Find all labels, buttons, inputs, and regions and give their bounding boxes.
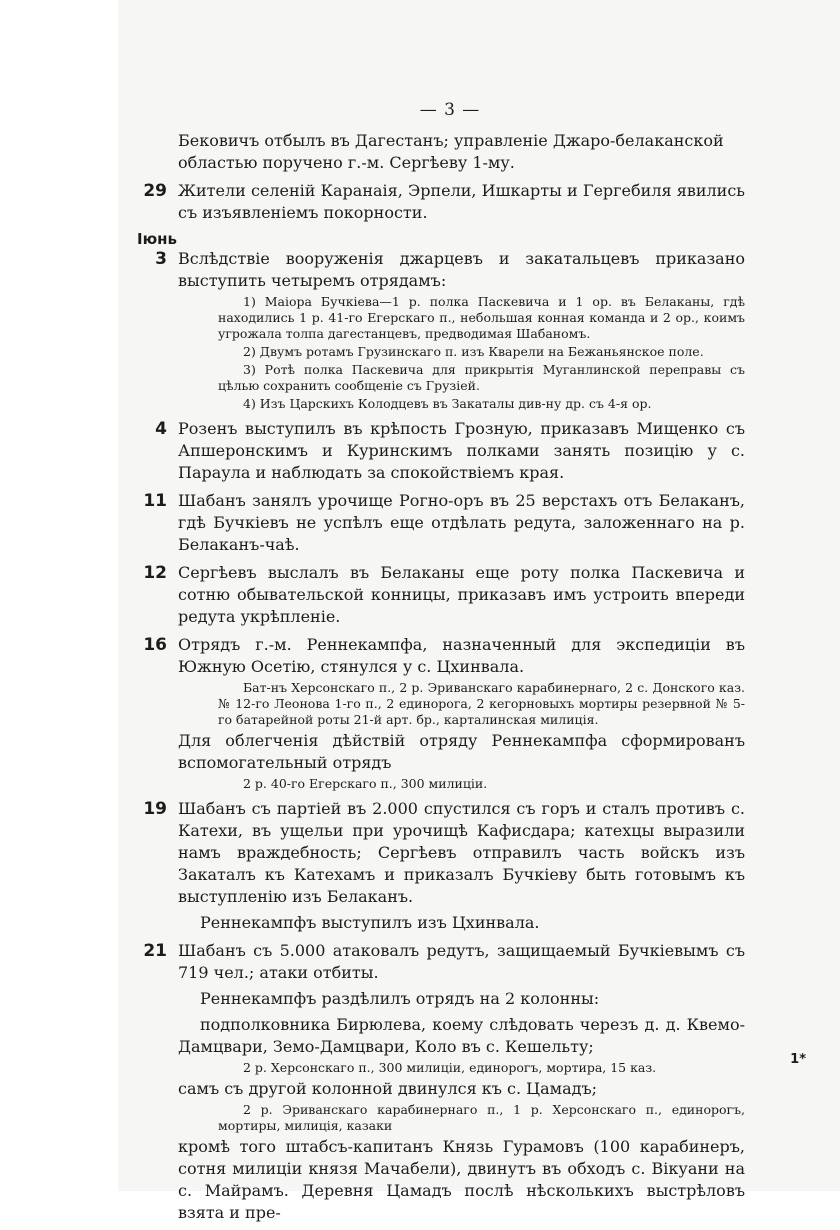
detail-item: 3) Ротѣ полка Паскевича для прикрытія Муганлинской переправы съ цѣлью сохранить сообщеніе съ Грузіей. xyxy=(218,362,745,393)
entry-day-29 xyxy=(135,180,745,224)
entry-day-11 xyxy=(135,490,745,556)
entry-text: Сергѣевъ выслалъ въ Белаканы еще роту полка Паскевича и сотню обывательской конницы, приказавъ имъ устроить впереди редута укрѣпленіе. xyxy=(178,563,745,626)
entry-text: Шабанъ съ 5.000 атаковалъ редутъ, защищаемый Бучкіевымъ съ 719 чел.; атаки отбиты. xyxy=(178,941,745,982)
entry-text: Шабанъ съ партіей въ 2.000 спустился съ горъ и сталъ противъ с. Катехи, въ ущельи при урочищѣ Кафисдара; катехцы выразили намъ враждебность; Сергѣевъ отправилъ часть войскъ изъ Закаталъ къ Катехамъ и приказалъ Бучкіеву быть готовымъ къ выступленію изъ Белаканъ. xyxy=(178,799,745,906)
signature-mark: 1* xyxy=(790,1052,806,1067)
entry-day-21 xyxy=(135,940,745,1224)
entry-text: Розенъ выступилъ въ крѣпость Грозную, приказавъ Мищенко съ Апшеронскимъ и Куринскимъ полками занять позицію у с. Параула и наблюдать за спокойствіемъ края. xyxy=(178,419,745,482)
page-content xyxy=(135,130,745,1230)
entry-day-4 xyxy=(135,418,745,484)
entry-text-2: Реннекампфъ выступилъ изъ Цхинвала. xyxy=(200,913,540,932)
page-number: — 3 — xyxy=(419,100,481,120)
day-number: 21 xyxy=(143,941,167,961)
entry-day-3 xyxy=(135,248,745,412)
detail-item: 2 р. Эриванскаго карабинернаго п., 1 р. Херсонскаго п., единорогъ, мортиры, милиція, казаки xyxy=(218,1102,745,1133)
entry-text: Вслѣдствіе вооруженія джарцевъ и закатальцевъ приказано выступить четыремъ отрядамъ: xyxy=(178,249,745,290)
intro-line-1: Бековичъ отбылъ въ Дагестанъ; управленіе Джаро-белаканской xyxy=(178,131,724,150)
day-number: 29 xyxy=(143,181,167,201)
day-number: 11 xyxy=(143,491,167,511)
entry-text-2: Для облегченія дѣйствій отряду Реннекампфа сформированъ вспомогательный отрядъ xyxy=(178,731,745,772)
entry-text-3: подполковника Бирюлева, коему слѣдовать черезъ д. д. Квемо-Дамцвари, Земо-Дамцвари, Коло въ с. Кешельту; xyxy=(178,1015,745,1056)
day-number: 19 xyxy=(143,799,167,819)
entry-text-5: кромѣ того штабсъ-капитанъ Князь Гурамовъ (100 карабинеръ, сотня милиціи князя Мачабели), двинутъ въ обходъ с. Вікуани на с. Майрамъ. Деревня Цамадъ послѣ нѣсколькихъ выстрѣловъ взята и пре- xyxy=(178,1137,745,1222)
day-number: 4 xyxy=(155,419,167,439)
entry-text-4: самъ съ другой колонной двинулся къ с. Цамадъ; xyxy=(178,1079,598,1098)
intro-paragraph xyxy=(135,130,745,174)
day-number: 16 xyxy=(143,635,167,655)
detail-item: 2 р. 40-го Егерскаго п., 300 милиціи. xyxy=(243,776,488,791)
month-label: Іюнь xyxy=(137,230,178,248)
entry-text: Жители селеній Каранаія, Эрпели, Ишкарты и Гергебиля явились съ изъявленіемъ покорности. xyxy=(178,181,745,222)
entry-day-16 xyxy=(135,634,745,792)
detail-item: 2) Двумъ ротамъ Грузинскаго п. изъ Кварели на Бежаньянское поле. xyxy=(243,344,704,359)
entry-text: Шабанъ занялъ урочище Рогно-оръ въ 25 верстахъ отъ Белаканъ, гдѣ Бучкіевъ не успѣлъ еще отдѣлать редута, заложеннаго на р. Белаканъ-чаѣ. xyxy=(178,491,745,554)
entry-day-12 xyxy=(135,562,745,628)
day-number: 12 xyxy=(143,563,167,583)
entry-text: Отрядъ г.-м. Реннекампфа, назначенный для экспедиціи въ Южную Осетію, стянулся у с. Цхинвала. xyxy=(178,635,745,676)
detail-item: Бат-нъ Херсонскаго п., 2 р. Эриванскаго карабинернаго, 2 с. Донского каз. № 12-го Леонова 1-го п., 2 единорога, 2 кегорновыхъ мортиры резервной № 5-го батарейной роты 21-й арт. бр., карталинская милиція. xyxy=(218,680,745,727)
detail-item: 4) Изъ Царскихъ Колодцевъ въ Закаталы див-ну др. съ 4-я ор. xyxy=(243,396,652,411)
intro-line-2: областью поручено г.-м. Сергѣеву 1-му. xyxy=(178,153,515,172)
day-number: 3 xyxy=(155,249,167,269)
detail-item: 2 р. Херсонскаго п., 300 милиціи, единорогъ, мортира, 15 каз. xyxy=(243,1060,657,1075)
detail-item: 1) Маіора Бучкіева—1 р. полка Паскевича и 1 ор. въ Белаканы, гдѣ находились 1 р. 41-го Егерскаго п., небольшая конная команда и 2 ор., коимъ угрожала толпа дагестанцевъ, предводимая Шабаномъ. xyxy=(218,294,745,341)
entry-day-19 xyxy=(135,798,745,934)
entry-text-2: Реннекампфъ раздѣлилъ отрядъ на 2 колонны: xyxy=(200,989,600,1008)
